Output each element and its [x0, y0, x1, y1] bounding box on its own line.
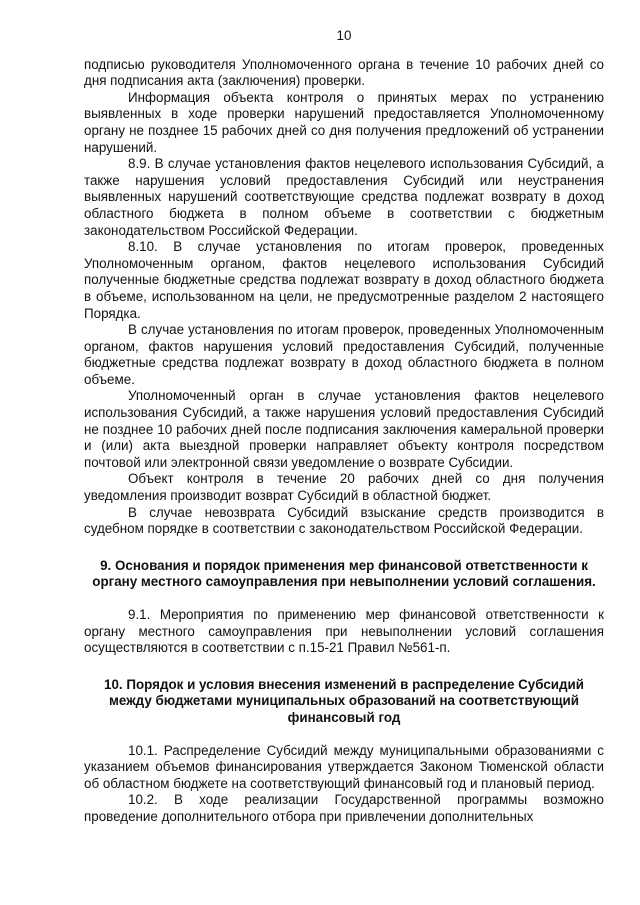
paragraph-8-10: 8.10. В случае установления по итогам проверок, проведенных Уполномоченным органом, фактов нецелевого использования Субсидий полученные бюджетные средства подлежат возврату в доход областного бюджета в объеме, использованном на цели, не предусмотренные разделом 2 настоящего Порядка.	[84, 239, 604, 321]
paragraph-continuation: подписью руководителя Уполномоченного органа в течение 10 рабочих дней со дня подписания акта (заключения) проверки.	[84, 56, 604, 89]
paragraph-9-1: 9.1. Мероприятия по применению мер финансовой ответственности к органу местного самоуправления при невыполнении условий соглашения осуществляются в соответствии с п.15-21 Правил №561-п.	[84, 607, 604, 656]
paragraph-notification: Уполномоченный орган в случае установления фактов нецелевого использования Субсидий, а также нарушения условий предоставления Субсидий не позднее 10 рабочих дней после подписания заключения камеральной проверки и (или) акта выездной проверки направляет объекту контроля посредством почтовой или электронной связи уведомление о возврате Субсидии.	[84, 388, 604, 470]
paragraph-8-9: 8.9. В случае установления фактов нецелевого использования Субсидий, а также нарушения условий предоставления Субсидий или неустранения выявленных нарушений соответствующие средства подлежат возврату в доход областного бюджета в полном объеме в соответствии с бюджетным законодательством Российской Федерации.	[84, 156, 604, 238]
section-heading-9: 9. Основания и порядок применения мер финансовой ответственности к органу местного самоуправления при невыполнении условий соглашения.	[92, 557, 596, 590]
page-number: 10	[336, 28, 352, 43]
paragraph-court-recovery: В случае невозврата Субсидий взыскание средств производится в судебном порядке в соответствии с законодательством Российской Федерации.	[84, 504, 604, 537]
paragraph-information: Информация объекта контроля о принятых мерах по устранению выявленных в ходе проверки нарушений предоставляется Уполномоченному органу не позднее 15 рабочих дней со дня получения предложений об устранении нарушений.	[84, 89, 604, 155]
section-heading-10: 10. Порядок и условия внесения изменений в распределение Субсидий между бюджетами муниципальных образований на соответствующий финансовый год	[104, 676, 584, 725]
paragraph-return-deadline: Объект контроля в течение 20 рабочих дней со дня получения уведомления производит возврат Субсидий в областной бюджет.	[84, 471, 604, 504]
paragraph-10-1: 10.1. Распределение Субсидий между муниципальными образованиями с указанием объемов финансирования утверждается Законом Тюменской области об областном бюджете на соответствующий финансовый год и плановый период.	[84, 742, 604, 791]
paragraph-violation-return: В случае установления по итогам проверок, проведенных Уполномоченным органом, фактов нарушения условий предоставления Субсидий, полученные бюджетные средства подлежат возврату в доход областного бюджета в полном объеме.	[84, 322, 604, 387]
paragraph-10-2: 10.2. В ходе реализации Государственной программы возможно проведение дополнительного отбора при привлечении дополнительных	[84, 792, 604, 824]
